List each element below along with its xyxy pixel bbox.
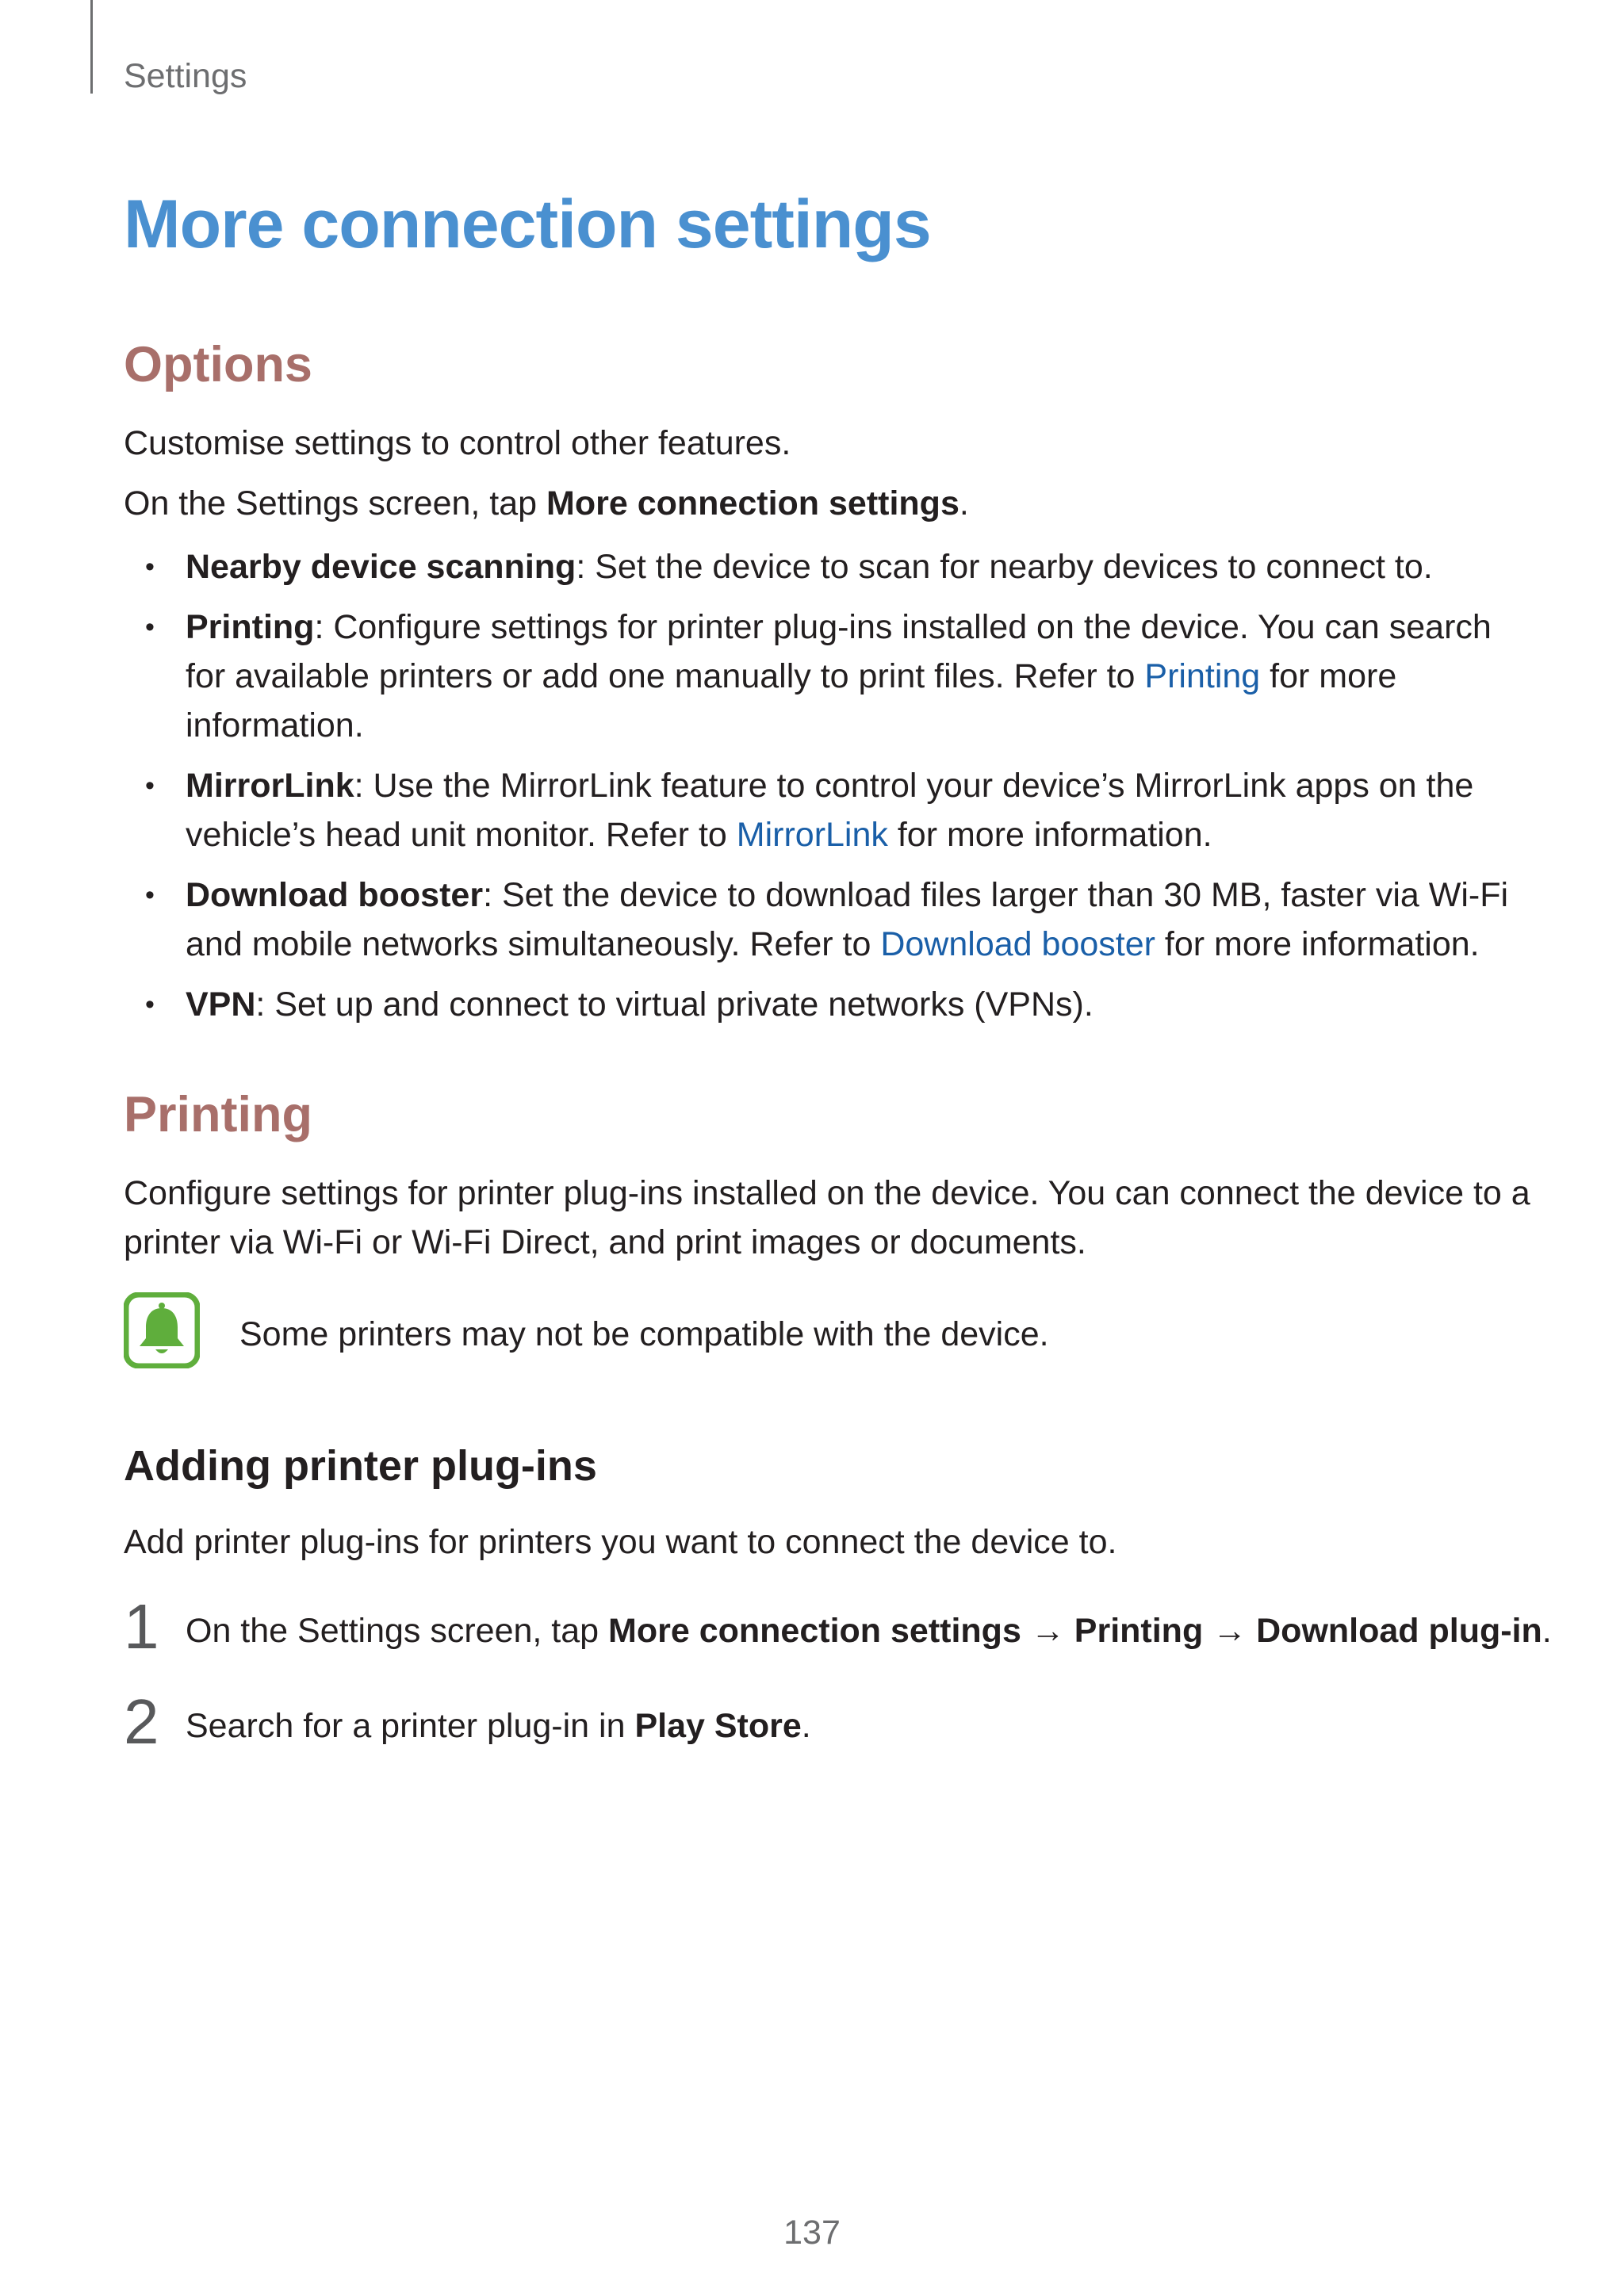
step-path-download-plugin: Download plug-in bbox=[1256, 1612, 1542, 1650]
margin-rule bbox=[90, 0, 93, 94]
bullet-text-end: for more information. bbox=[186, 657, 1397, 744]
bullet-term: MirrorLink bbox=[186, 767, 354, 805]
arrow-separator: → bbox=[1021, 1612, 1074, 1650]
bullet-term: Download booster bbox=[186, 876, 484, 914]
step-suffix: . bbox=[1542, 1612, 1552, 1650]
adding-plugins-intro: Add printer plug-ins for printers you want to connect the device to. bbox=[124, 1523, 1117, 1561]
bullet-term: Nearby device scanning bbox=[186, 548, 576, 586]
printer-compatibility-note: Some printers may not be compatible with the device. bbox=[239, 1315, 1049, 1353]
step-prefix: Search for a printer plug-in in bbox=[186, 1707, 635, 1745]
page-number: 137 bbox=[783, 2214, 841, 2252]
list-item-printing bbox=[124, 603, 1534, 750]
step-prefix: On the Settings screen, tap bbox=[186, 1612, 609, 1650]
step-number: 2 bbox=[124, 1686, 159, 1757]
step-number: 1 bbox=[124, 1591, 159, 1662]
arrow-separator: → bbox=[1203, 1612, 1257, 1650]
printing-link[interactable]: Printing bbox=[1144, 657, 1261, 695]
printing-description: Configure settings for printer plug-ins installed on the device. You can connect the device to a printer via Wi-Fi or Wi-Fi Direct, and print images or documents. bbox=[124, 1174, 1530, 1261]
options-instruction bbox=[124, 479, 1535, 528]
notification-bell-icon bbox=[124, 1292, 200, 1368]
step-suffix: . bbox=[801, 1707, 811, 1745]
page-title: More connection settings bbox=[124, 186, 931, 262]
instruction-target: More connection settings bbox=[546, 484, 959, 522]
instruction-prefix: On the Settings screen, tap bbox=[124, 484, 547, 522]
bullet-dot: • bbox=[145, 612, 155, 642]
bullet-dot: • bbox=[145, 771, 155, 801]
bullet-text: : Use the MirrorLink feature to control your device’s MirrorLink apps on the vehicle’s head unit monitor. Refer to bbox=[186, 767, 1474, 854]
bullet-text-end: for more information. bbox=[1155, 925, 1480, 963]
options-heading: Options bbox=[124, 337, 312, 392]
step-target-play-store: Play Store bbox=[634, 1707, 802, 1745]
options-intro: Customise settings to control other features. bbox=[124, 424, 791, 462]
bullet-text: : Set the device to download files larger than 30 MB, faster via Wi-Fi and mobile networks simultaneously. Refer to bbox=[186, 876, 1509, 963]
bullet-dot: • bbox=[145, 880, 155, 910]
step-text bbox=[186, 1606, 1552, 1655]
bullet-text-end: for more information. bbox=[887, 816, 1212, 854]
list-item-download-booster bbox=[124, 871, 1534, 969]
bullet-text: : Set up and connect to virtual private networks (VPNs). bbox=[255, 985, 1094, 1024]
bullet-dot: • bbox=[145, 989, 155, 1020]
adding-plugins-heading: Adding printer plug-ins bbox=[124, 1442, 597, 1490]
bullet-term: Printing bbox=[186, 608, 315, 646]
bullet-dot: • bbox=[145, 552, 155, 582]
download-booster-link[interactable]: Download booster bbox=[880, 925, 1155, 963]
bullet-term: VPN bbox=[186, 985, 256, 1024]
list-item-vpn bbox=[124, 980, 1534, 1029]
mirrorlink-link[interactable]: MirrorLink bbox=[736, 816, 888, 854]
list-item-nearby-scanning bbox=[124, 542, 1534, 591]
printing-heading: Printing bbox=[124, 1087, 312, 1142]
list-item-mirrorlink bbox=[124, 761, 1534, 859]
bullet-text: : Configure settings for printer plug-ins installed on the device. You can search for available printers or add one manually to print files. Refer to bbox=[186, 608, 1492, 695]
running-header: Settings bbox=[124, 57, 247, 95]
options-list bbox=[124, 542, 1535, 1040]
instruction-suffix: . bbox=[959, 484, 969, 522]
step-path-more-connection-settings: More connection settings bbox=[608, 1612, 1021, 1650]
step-text bbox=[186, 1701, 811, 1751]
step-path-printing: Printing bbox=[1074, 1612, 1204, 1650]
bullet-text: : Set the device to scan for nearby devices to connect to. bbox=[576, 548, 1433, 586]
